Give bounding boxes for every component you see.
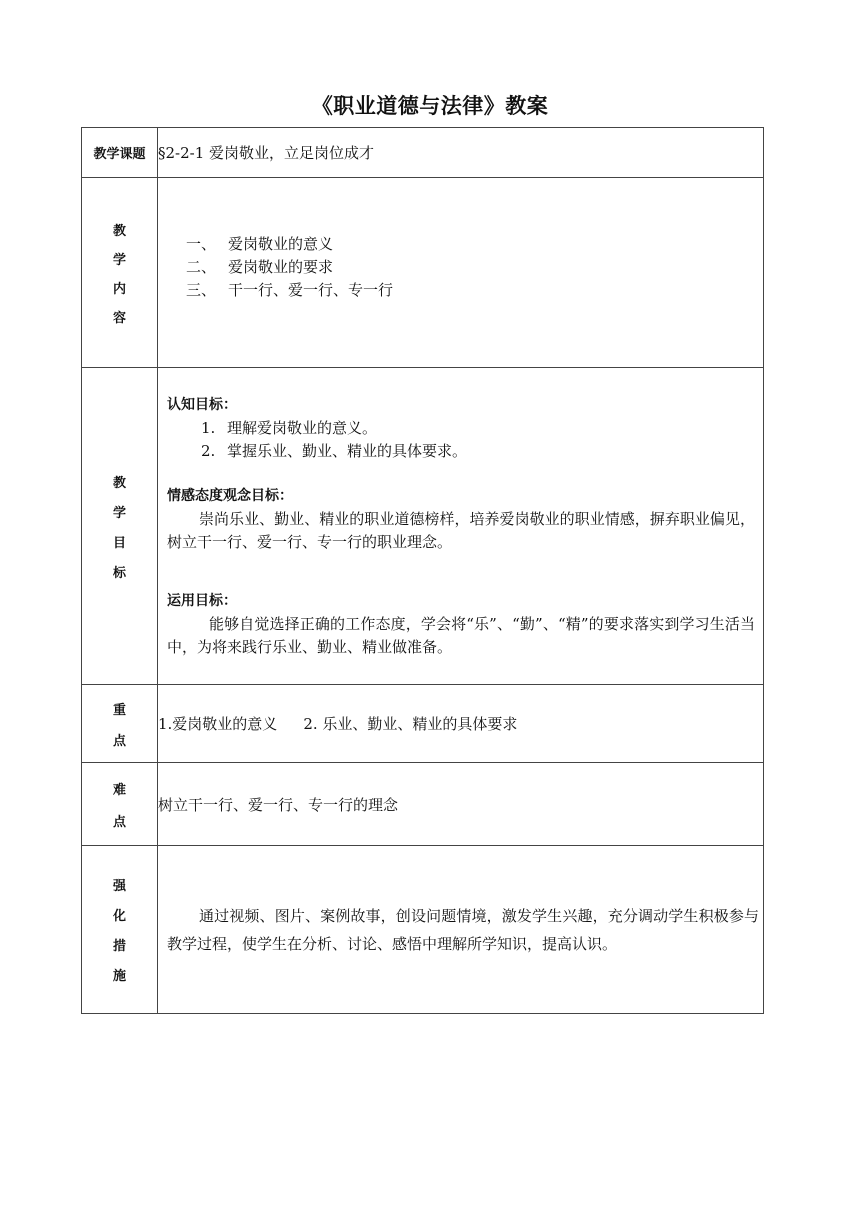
difficulties-row [82, 763, 764, 846]
difficulties-text: 树立干一行、爱一行、专一行的理念 [158, 763, 764, 846]
document-title: 《职业道德与法律》教案 [311, 94, 549, 118]
measures-text: 通过视频、图片、案例故事，创设问题情境，激发学生兴趣，充分调动学生积极参与教学过程，使学生在分析、讨论、感悟中理解所学知识，提高认识。 [167, 906, 759, 953]
list-item: 2. 掌握乐业、勤业、精业的具体要求。 [201, 441, 468, 460]
list-item: 二、 爱岗敬业的要求 [186, 258, 334, 276]
keypoints-row [82, 685, 764, 763]
list-item: 一、 爱岗敬业的意义 [186, 235, 334, 253]
goals-label: 教 学 目 标 [82, 368, 158, 685]
affective-text: 崇尚乐业、勤业、精业的职业道德榜样，培养爱岗敬业的职业情感，摒弃职业偏见，树立干一行、爱一行、专一行的职业理念。 [167, 509, 755, 551]
content-label: 教 学 内 容 [82, 178, 158, 368]
keypoint-1: 1.爱岗敬业的意义 [158, 715, 278, 733]
measures-label: 强 化 措 施 [82, 846, 158, 1014]
list-item: 1. 理解爱岗敬业的意义。 [201, 418, 378, 437]
content-list [158, 233, 763, 302]
lesson-plan-table [81, 127, 764, 1014]
affective-heading: 情感态度观念目标： [167, 487, 293, 504]
goals-cell [158, 368, 764, 685]
measures-cell [158, 846, 764, 1014]
difficulties-label: 难 点 [82, 763, 158, 846]
goals-row [82, 368, 764, 685]
topic-row [82, 128, 764, 178]
cognitive-heading: 认知目标： [167, 396, 237, 413]
measures-row [82, 846, 764, 1014]
content-cell [158, 178, 764, 368]
keypoints-label: 重 点 [82, 685, 158, 763]
keypoints-cell [158, 685, 764, 763]
topic-text: §2-2-1 爱岗敬业，立足岗位成才 [158, 128, 764, 178]
content-row [82, 178, 764, 368]
application-text: 能够自觉选择正确的工作态度，学会将“乐”、“勤”、“精”的要求落实到学习生活当中，为将来践行乐业、勤业、精业做准备。 [167, 614, 755, 656]
list-item: 三、 干一行、爱一行、专一行 [186, 281, 394, 299]
keypoint-2: 2. 乐业、勤业、精业的具体要求 [303, 715, 518, 733]
application-heading: 运用目标： [167, 592, 237, 609]
topic-label: 教学课题 [82, 128, 158, 178]
